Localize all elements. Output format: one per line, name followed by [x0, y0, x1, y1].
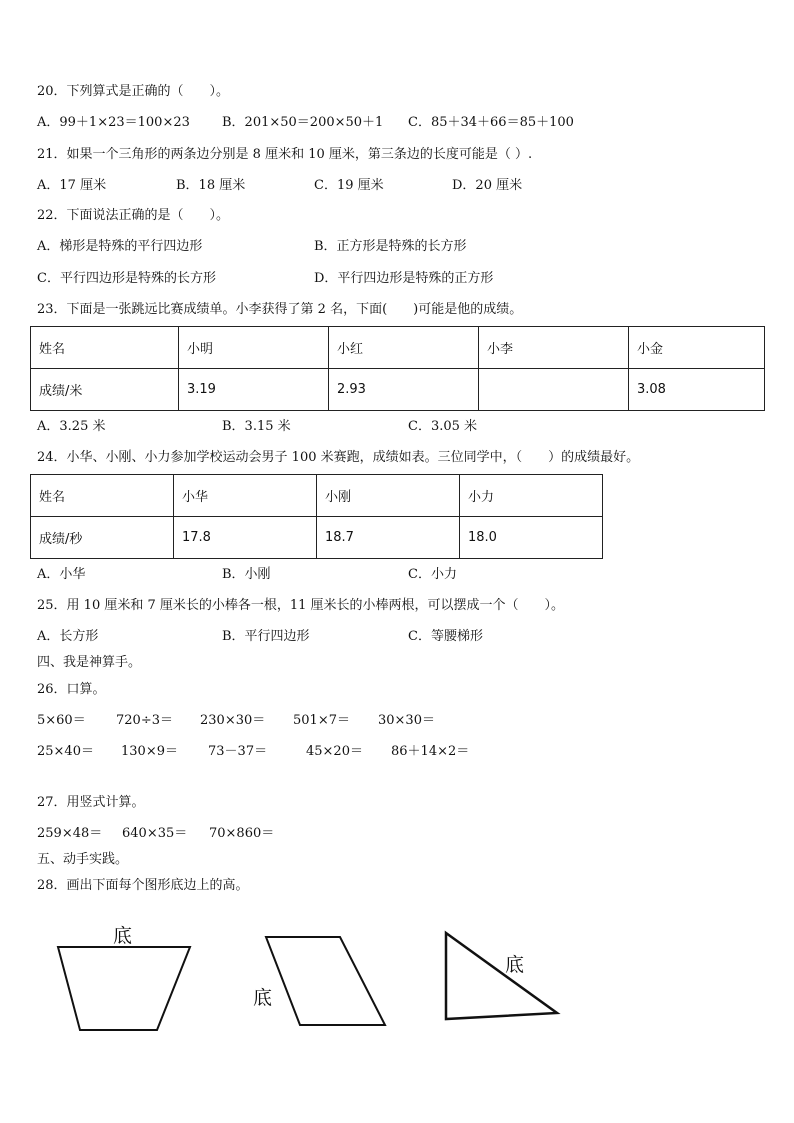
triangle-shape [446, 933, 557, 1019]
mental-math-item: 130×9＝ [121, 744, 178, 759]
q23-stem: 23．下面是一张跳远比赛成绩单。小李获得了第 2 名，下面( )可能是他的成绩。 [37, 302, 523, 317]
q28-stem: 28．画出下面每个图形底边上的高。 [37, 878, 249, 893]
q28-figures [40, 915, 600, 1045]
q25-option-b: B．平行四边形 [222, 629, 310, 644]
table-cell: 小明 [179, 327, 329, 369]
q24-option-b: B．小刚 [222, 567, 271, 582]
mental-math-item: 501×7＝ [293, 713, 350, 728]
section-5-heading: 五、动手实践。 [37, 852, 129, 867]
vertical-calc-item: 640×35＝ [122, 826, 188, 841]
q27-stem: 27．用竖式计算。 [37, 795, 145, 810]
table-cell: 小金 [629, 327, 765, 369]
triangle-base-label: 底 [505, 954, 525, 976]
table-cell: 小李 [479, 327, 629, 369]
q20-option-c: C．85＋34＋66＝85＋100 [408, 115, 574, 130]
table-cell: 小华 [174, 475, 317, 517]
q24-score-table [30, 474, 603, 559]
table-cell: 18.0 [460, 517, 603, 559]
table-cell: 姓名 [31, 475, 174, 517]
q22-option-a: A．梯形是特殊的平行四边形 [37, 239, 203, 254]
parallelogram-shape [266, 937, 385, 1025]
parallelogram-base-label: 底 [253, 987, 273, 1009]
q26-stem: 26．口算。 [37, 682, 106, 697]
q21-option-b: B．18 厘米 [176, 178, 246, 193]
table-cell: 3.08 [629, 369, 765, 411]
q23-score-table [30, 326, 765, 411]
mental-math-item: 5×60＝ [37, 713, 86, 728]
q20-stem: 20．下列算式是正确的（ ）。 [37, 84, 230, 99]
q24-option-c: C．小力 [408, 567, 457, 582]
table-cell: 姓名 [31, 327, 179, 369]
table-cell: 18.7 [317, 517, 460, 559]
q23-option-b: B．3.15 米 [222, 419, 291, 434]
table-cell: 成绩/米 [31, 369, 179, 411]
q23-option-a: A．3.25 米 [37, 419, 106, 434]
table-cell: 17.8 [174, 517, 317, 559]
section-4-heading: 四、我是神算手。 [37, 655, 142, 670]
q21-option-a: A．17 厘米 [37, 178, 107, 193]
mental-math-item: 25×40＝ [37, 744, 94, 759]
mental-math-item: 86＋14×2＝ [391, 744, 470, 759]
q25-stem: 25．用 10 厘米和 7 厘米长的小棒各一根，11 厘米长的小棒两根，可以摆成一个（ ）。 [37, 598, 565, 613]
trapezoid-shape [58, 947, 190, 1030]
table-cell: 小刚 [317, 475, 460, 517]
q24-option-a: A．小华 [37, 567, 86, 582]
mental-math-item: 230×30＝ [200, 713, 266, 728]
q21-stem: 21．如果一个三角形的两条边分别是 8 厘米和 10 厘米，第三条边的长度可能是（ ）. [37, 147, 533, 162]
q25-option-a: A．长方形 [37, 629, 99, 644]
table-cell: 3.19 [179, 369, 329, 411]
q21-option-c: C．19 厘米 [314, 178, 384, 193]
q22-option-c: C．平行四边形是特殊的长方形 [37, 271, 216, 286]
q20-option-a: A．99＋1×23＝100×23 [37, 115, 190, 130]
q20-option-b: B．201×50＝200×50＋1 [222, 115, 384, 130]
mental-math-item: 45×20＝ [306, 744, 363, 759]
q22-option-b: B．正方形是特殊的长方形 [314, 239, 467, 254]
q24-stem: 24．小华、小刚、小力参加学校运动会男子 100 米赛跑，成绩如表。三位同学中，（ ）的成绩最好。 [37, 450, 640, 465]
q25-option-c: C．等腰梯形 [408, 629, 483, 644]
q23-option-c: C．3.05 米 [408, 419, 478, 434]
table-row [31, 327, 765, 369]
vertical-calc-item: 70×860＝ [209, 826, 275, 841]
table-row [31, 369, 765, 411]
table-cell: 成绩/秒 [31, 517, 174, 559]
table-row [31, 517, 603, 559]
mental-math-item: 73－37＝ [208, 744, 268, 759]
mental-math-item: 30×30＝ [378, 713, 435, 728]
mental-math-item: 720÷3＝ [116, 713, 173, 728]
vertical-calc-item: 259×48＝ [37, 826, 103, 841]
q21-option-d: D．20 厘米 [452, 178, 523, 193]
table-cell [479, 369, 629, 411]
table-cell: 小红 [329, 327, 479, 369]
table-cell: 小力 [460, 475, 603, 517]
table-row [31, 475, 603, 517]
table-cell: 2.93 [329, 369, 479, 411]
q22-option-d: D．平行四边形是特殊的正方形 [314, 271, 494, 286]
q22-stem: 22．下面说法正确的是（ ）。 [37, 208, 230, 223]
trapezoid-base-label: 底 [113, 925, 133, 947]
